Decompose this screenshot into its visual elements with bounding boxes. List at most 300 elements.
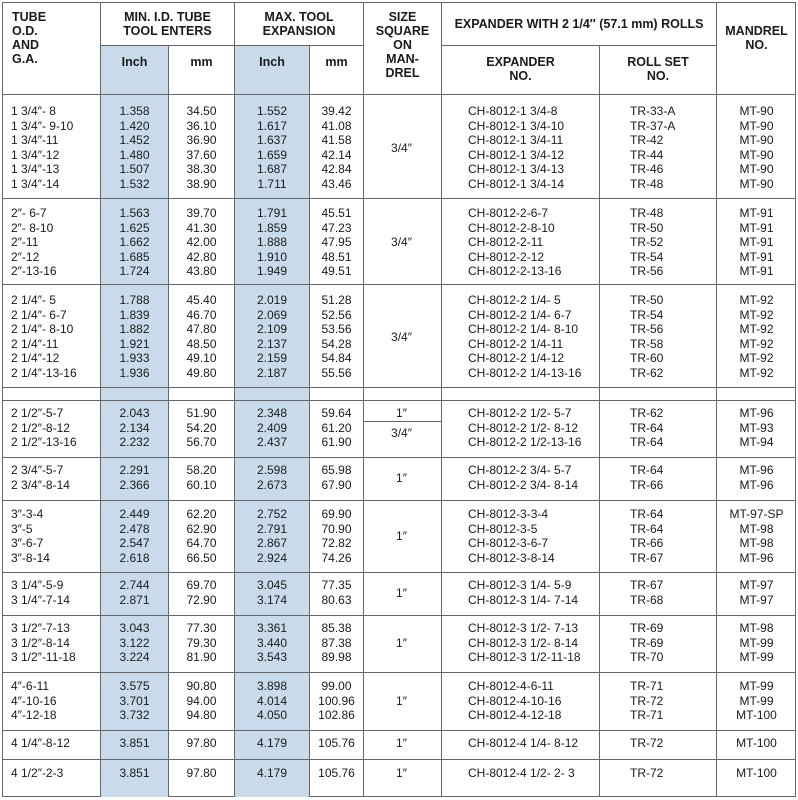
max-mm-value: 65.98 [321,463,352,477]
min-inch-value: 2.043 [119,406,150,420]
max-mm-value: 72.82 [321,536,352,550]
tube-spec: 2 3/4″-8-14 [11,477,70,492]
max_inch-cell-group [235,766,309,781]
min-mm-value: 43.80 [186,264,217,278]
expander-number: CH-8012-2-11 [468,235,544,249]
tube-spec: 3 1/4″-7-14 [11,592,70,607]
max-mm-value: 54.28 [321,336,352,351]
roll-cell-group [630,104,710,191]
roll-set-number: TR-54 [630,249,664,264]
max-inch-value: 4.179 [256,766,288,780]
mandrel-number: MT-92 [739,293,774,307]
min-inch-value: 2.618 [119,550,150,565]
min-mm-value: 34.50 [186,104,217,118]
roll-cell-group [630,293,710,380]
roll-set-number: TR-44 [630,147,664,162]
min-inch-value: 3.732 [119,708,150,722]
header-min-id: MIN. I.D. TUBE TOOL ENTERS [123,10,212,38]
roll-set-number: TR-48 [630,206,664,220]
min-mm-value: 77.30 [186,621,217,635]
min-inch-value: 1.480 [119,147,150,162]
max-inch-value: 2.409 [256,420,288,435]
max-mm-value: 42.84 [321,162,352,176]
max-inch-value: 2.791 [256,521,288,536]
expander-number: CH-8012-3 1/4- 5-9 [468,578,572,592]
size-square-value: 1″ [396,470,407,485]
max_mm-cell-group [310,766,363,781]
divider [599,45,600,797]
mandrel-cell-group [717,463,796,492]
roll-set-number: TR-67 [630,550,664,565]
mandrel-number: MT-99 [739,693,774,708]
max-mm-value: 39.42 [321,104,352,118]
max-mm-value: 52.56 [321,307,352,322]
max-inch-value: 1.888 [256,235,288,249]
header-expander-group: EXPANDER WITH 2 1/4″ (57.1 mm) ROLLS [454,17,704,31]
max-inch-value: 1.659 [256,147,288,162]
mandrel-cell-group [717,578,796,607]
max-mm-value: 61.20 [321,420,352,435]
min_inch-cell-group [101,621,168,665]
mandrel-number: MT-100 [736,736,777,750]
mandrel-number: MT-91 [739,249,774,264]
max_inch-cell-group [235,621,309,665]
expander-number: CH-8012-1 3/4-12 [468,147,565,162]
max-mm-value: 105.76 [318,766,355,780]
max-inch-value: 2.348 [256,406,288,420]
min-mm-value: 58.20 [186,463,217,477]
min-inch-value: 2.134 [119,420,150,435]
mandrel-cell-group [717,766,796,781]
max-mm-value: 59.64 [321,406,352,420]
min-inch-value: 2.871 [119,592,150,607]
max-inch-value: 1.617 [256,118,288,133]
mandrel-number: MT-93 [739,420,774,435]
min-inch-value: 1.882 [119,322,150,336]
mandrel-number: MT-94 [739,435,774,449]
min-inch-value: 1.358 [119,104,150,118]
roll-set-number: TR-50 [630,220,664,235]
mandrel-number: MT-92 [739,307,774,322]
expander-number: CH-8012-2 1/4-11 [468,336,564,351]
expander-number: CH-8012-4 1/4- 8-12 [468,736,579,750]
expander-cell-group [468,766,599,781]
min-mm-value: 37.60 [186,147,217,162]
max-inch-value: 3.361 [256,621,288,635]
max-inch-value: 2.137 [256,336,288,351]
min-inch-value: 2.366 [119,477,150,492]
expander-cell-group [468,679,599,723]
tube-cell-group [11,206,99,279]
tube-spec: 3 1/2″-7-13 [11,621,70,635]
tube-cell-group [11,766,99,781]
max-inch-value: 1.552 [256,104,288,118]
min-inch-value: 1.662 [119,235,150,249]
roll-set-number: TR-64 [630,435,664,449]
roll-cell-group [630,736,710,751]
tube-cell-group [11,679,99,723]
min_mm-cell-group [169,293,234,380]
max-inch-value: 2.598 [256,463,288,477]
header-roll-set-no: ROLL SET NO. [627,55,689,83]
roll-set-number: TR-60 [630,351,664,365]
tube-spec: 1 3/4″-11 [11,133,59,147]
expander-number: CH-8012-1 3/4-11 [468,133,564,147]
group-divider [2,387,796,388]
min_mm-cell-group [169,463,234,492]
max_inch-cell-group [235,406,309,450]
expander-number: CH-8012-2 1/2- 5-7 [468,406,572,420]
max_inch-cell-group [235,463,309,492]
tube-spec: 4 1/2″-2-3 [11,766,64,780]
expander-cell-group [468,621,599,665]
expander-number: CH-8012-3 1/2-11-18 [468,650,581,664]
tube-spec: 2″-13-16 [11,264,57,278]
min-mm-value: 47.80 [186,322,217,336]
tube-spec: 2″- 8-10 [11,220,54,235]
expander-cell-group [468,578,599,607]
max-inch-value: 1.637 [256,133,288,147]
max-inch-value: 3.174 [256,592,288,607]
expander-number: CH-8012-2-13-16 [468,264,562,278]
min_mm-cell-group [169,206,234,279]
min-inch-value: 3.851 [119,736,150,750]
mandrel-number: MT-90 [739,147,774,162]
min_inch-cell-group [101,293,168,380]
min_inch-cell-group [101,463,168,492]
expander-cell-group [468,736,599,751]
max_inch-cell-group [235,679,309,723]
min-inch-value: 3.575 [119,679,150,693]
min-inch-value: 3.851 [119,766,150,780]
min-mm-value: 97.80 [186,736,217,750]
min-mm-value: 39.70 [186,206,217,220]
max-inch-value: 2.437 [256,435,288,449]
min-mm-value: 36.90 [186,133,217,147]
expander-number: CH-8012-2 1/4- 6-7 [468,307,572,322]
mandrel-number: MT-96 [739,550,774,565]
size-square-value: 1″ [396,585,407,600]
tube-spec: 4 1/4″-8-12 [11,736,70,750]
roll-set-number: TR-64 [630,521,664,536]
min-inch-value: 1.625 [119,220,150,235]
max-mm-value: 42.14 [321,147,352,162]
mandrel-number: MT-91 [739,220,774,235]
max-mm-value: 85.38 [321,621,352,635]
max-mm-value: 105.76 [318,736,355,750]
min-mm-value: 94.80 [186,708,217,722]
tube-spec: 3 1/2″-11-18 [11,650,76,664]
tube-spec: 3 1/4″-5-9 [11,578,64,592]
tube-spec: 1 3/4″-13 [11,162,60,176]
min-inch-value: 1.921 [119,336,150,351]
mandrel-number: MT-91 [739,235,774,249]
roll-cell-group [630,578,710,607]
roll-cell-group [630,206,710,279]
mandrel-number: MT-90 [739,133,774,147]
min-inch-value: 1.839 [119,307,150,322]
min_mm-cell-group [169,736,234,751]
size-square-value: 1″ [396,529,407,543]
min-mm-value: 42.00 [186,235,217,249]
group-divider [2,672,796,673]
expander-number: CH-8012-1 3/4-10 [468,118,565,133]
mandrel-cell-group [717,293,796,380]
min-mm-value: 90.80 [186,679,217,693]
tube-cell-group [11,104,99,191]
roll-set-number: TR-72 [630,693,664,708]
expander-number: CH-8012-3 1/2- 7-13 [468,621,579,635]
max_inch-cell-group [235,206,309,279]
expander-number: CH-8012-3-8-14 [468,550,555,565]
min-mm-value: 79.30 [186,635,217,650]
min-mm-value: 45.40 [186,293,217,307]
roll-set-number: TR-46 [630,162,664,176]
min-inch-value: 1.936 [119,365,150,380]
max_mm-cell-group [310,736,363,751]
min_inch-cell-group [101,206,168,279]
size-square-value: 3/4″ [391,140,412,155]
roll-set-number: TR-66 [630,477,664,492]
roll-set-number: TR-69 [630,621,664,635]
mandrel-number: MT-90 [739,104,774,118]
max-inch-value: 4.050 [256,708,288,722]
min-mm-value: 54.20 [186,420,217,435]
mandrel-cell-group [717,621,796,665]
min-mm-value: 64.70 [186,536,217,550]
min-mm-value: 81.90 [186,650,217,664]
max-mm-value: 100.96 [318,693,355,708]
max-mm-value: 51.28 [321,293,352,307]
min-mm-value: 49.80 [186,365,217,380]
tube-spec: 1 3/4″-14 [11,176,60,191]
expander-number: CH-8012-2 1/2- 8-12 [468,420,579,435]
expander-cell-group [468,293,599,380]
mandrel-number: MT-92 [739,365,774,380]
max_mm-cell-group [310,679,363,723]
roll-set-number: TR-71 [630,679,664,693]
min-inch-value: 3.122 [119,635,150,650]
header-tube: TUBE O.D. AND G.A. [12,10,47,66]
max-mm-value: 47.95 [321,235,352,249]
mandrel-cell-group [717,679,796,723]
max-inch-value: 3.440 [256,635,288,650]
min_inch-cell-group [101,578,168,607]
max-mm-value: 41.08 [321,118,352,133]
max-inch-value: 2.673 [256,477,288,492]
max_inch-cell-group [235,736,309,751]
max-mm-value: 49.51 [321,264,352,278]
expander-number: CH-8012-3-5 [468,521,538,536]
mandrel-number: MT-90 [739,118,774,133]
mandrel-number: MT-96 [739,463,774,477]
min-mm-value: 41.30 [186,220,217,235]
roll-set-number: TR-62 [630,365,664,380]
min-mm-value: 60.10 [186,477,217,492]
roll-set-number: TR-66 [630,536,664,550]
expander-number: CH-8012-2-8-10 [468,220,555,235]
roll-set-number: TR-52 [630,235,664,249]
expander-number: CH-8012-2 3/4- 5-7 [468,463,572,477]
max-mm-value: 53.56 [321,322,352,336]
tube-spec: 3 1/2″-8-14 [11,635,70,650]
tube-spec: 3″-5 [11,521,33,536]
mandrel-number: MT-97-SP [729,507,784,521]
min_mm-cell-group [169,578,234,607]
roll-set-number: TR-72 [630,766,664,780]
expander-number: CH-8012-1 3/4-8 [468,104,558,118]
roll-cell-group [630,463,710,492]
max-inch-value: 3.045 [256,578,288,592]
roll-set-number: TR-56 [630,322,664,336]
max-mm-value: 87.38 [321,635,352,650]
min_mm-cell-group [169,679,234,723]
min-mm-value: 69.70 [186,578,217,592]
max-mm-value: 43.46 [321,176,352,191]
expander-number: CH-8012-2-6-7 [468,206,549,220]
size-square-value: 3/4″ [391,329,412,344]
min-mm-value: 56.70 [186,435,217,449]
max-mm-value: 99.00 [321,679,352,693]
min-inch-value: 1.724 [119,264,150,278]
tube-cell-group [11,578,99,607]
max-mm-value: 61.90 [321,435,352,449]
group-divider [2,759,796,760]
min-mm-value: 48.50 [186,336,217,351]
expander-number: CH-8012-3-6-7 [468,536,549,550]
group-divider [2,572,796,573]
expander-number: CH-8012-4 1/2- 2- 3 [468,766,575,780]
expander-number: CH-8012-4-12-18 [468,708,562,722]
tube-cell-group [11,507,99,565]
roll-set-number: TR-67 [630,578,664,592]
max-mm-value: 67.90 [321,477,352,492]
group-divider [2,198,796,199]
min_inch-cell-group [101,104,168,191]
header-bottom-line [2,94,796,95]
min-inch-value: 1.532 [119,176,150,191]
roll-set-number: TR-58 [630,336,664,351]
roll-cell-group [630,679,710,723]
expander-cell-group [468,406,599,450]
max-inch-value: 2.069 [256,307,288,322]
max_mm-cell-group [310,621,363,665]
roll-set-number: TR-70 [630,650,664,664]
max-mm-value: 54.84 [321,351,352,365]
expander-number: CH-8012-2 3/4- 8-14 [468,477,579,492]
max-inch-value: 1.910 [256,249,288,264]
min-inch-value: 2.744 [119,578,150,592]
roll-set-number: TR-37-A [630,118,676,133]
roll-set-number: TR-56 [630,264,664,278]
expander-number: CH-8012-2-12 [468,249,545,264]
mandrel-cell-group [717,104,796,191]
max-inch-value: 4.179 [256,736,288,750]
tube-cell-group [11,621,99,665]
header-min-mm: mm [190,55,213,69]
tube-spec: 2 1/4″-13-16 [11,365,77,380]
tube-spec: 2 1/4″- 5 [11,293,56,307]
min_inch-cell-group [101,736,168,751]
size-square-value: 1″ [396,766,407,781]
max_mm-cell-group [310,463,363,492]
tube-cell-group [11,406,99,450]
size-split-line [363,421,441,422]
tube-cell-group [11,736,99,751]
header-divider [441,45,717,46]
min-mm-value: 42.80 [186,249,217,264]
min-inch-value: 1.685 [119,249,150,264]
expander-number: CH-8012-3 1/4- 7-14 [468,592,579,607]
max_inch-cell-group [235,293,309,380]
min-mm-value: 46.70 [186,307,217,322]
mandrel-number: MT-98 [739,521,774,536]
min-inch-value: 2.449 [119,507,150,521]
min-mm-value: 36.10 [186,118,217,133]
roll-set-number: TR-64 [630,420,664,435]
max-mm-value: 102.86 [318,708,355,722]
min-mm-value: 38.90 [186,176,217,191]
tube-spec: 4″-10-16 [11,693,57,708]
min-inch-value: 2.547 [119,536,150,550]
tube-spec: 2″- 6-7 [11,206,47,220]
header-max-inch: Inch [259,55,285,69]
expander-number: CH-8012-1 3/4-13 [468,162,565,176]
min_inch-cell-group [101,406,168,450]
min-mm-value: 66.50 [186,550,217,565]
tube-spec: 3″-3-4 [11,507,44,521]
tube-spec: 2″-12 [11,249,40,264]
roll-cell-group [630,621,710,665]
max_inch-cell-group [235,578,309,607]
size-square-value: 1″ [396,406,407,420]
min-inch-value: 3.043 [119,621,150,635]
expander-number: CH-8012-2 1/4-12 [468,351,565,365]
mandrel-number: MT-91 [739,264,774,278]
tube-spec: 3″-8-14 [11,550,50,565]
min-mm-value: 62.90 [186,521,217,536]
roll-cell-group [630,507,710,565]
min-inch-value: 2.291 [119,463,150,477]
min-inch-value: 1.933 [119,351,150,365]
max-inch-value: 2.867 [256,536,288,550]
mandrel-number: MT-96 [739,477,774,492]
size-square-value: 1″ [396,635,407,650]
min_inch-cell-group [101,679,168,723]
mandrel-cell-group [717,736,796,751]
min_mm-cell-group [169,507,234,565]
roll-set-number: TR-69 [630,635,664,650]
header-min-inch: Inch [121,55,148,69]
header-max-tool: MAX. TOOL EXPANSION [262,10,336,38]
tube-spec: 1 3/4″- 8 [11,104,56,118]
roll-set-number: TR-64 [630,463,664,477]
tube-spec: 2 1/2″-13-16 [11,435,77,449]
size-square-value: 1″ [396,736,407,751]
group-divider [2,500,796,501]
expander-number: CH-8012-1 3/4-14 [468,176,565,191]
min-inch-value: 1.452 [119,133,150,147]
roll-set-number: TR-48 [630,176,664,191]
header-divider [100,45,364,46]
group-divider [2,284,796,285]
roll-set-number: TR-68 [630,592,664,607]
max-inch-value: 3.543 [256,650,288,664]
mandrel-cell-group [717,406,796,450]
mandrel-number: MT-97 [739,578,774,592]
min-mm-value: 62.20 [186,507,217,521]
max_mm-cell-group [310,578,363,607]
